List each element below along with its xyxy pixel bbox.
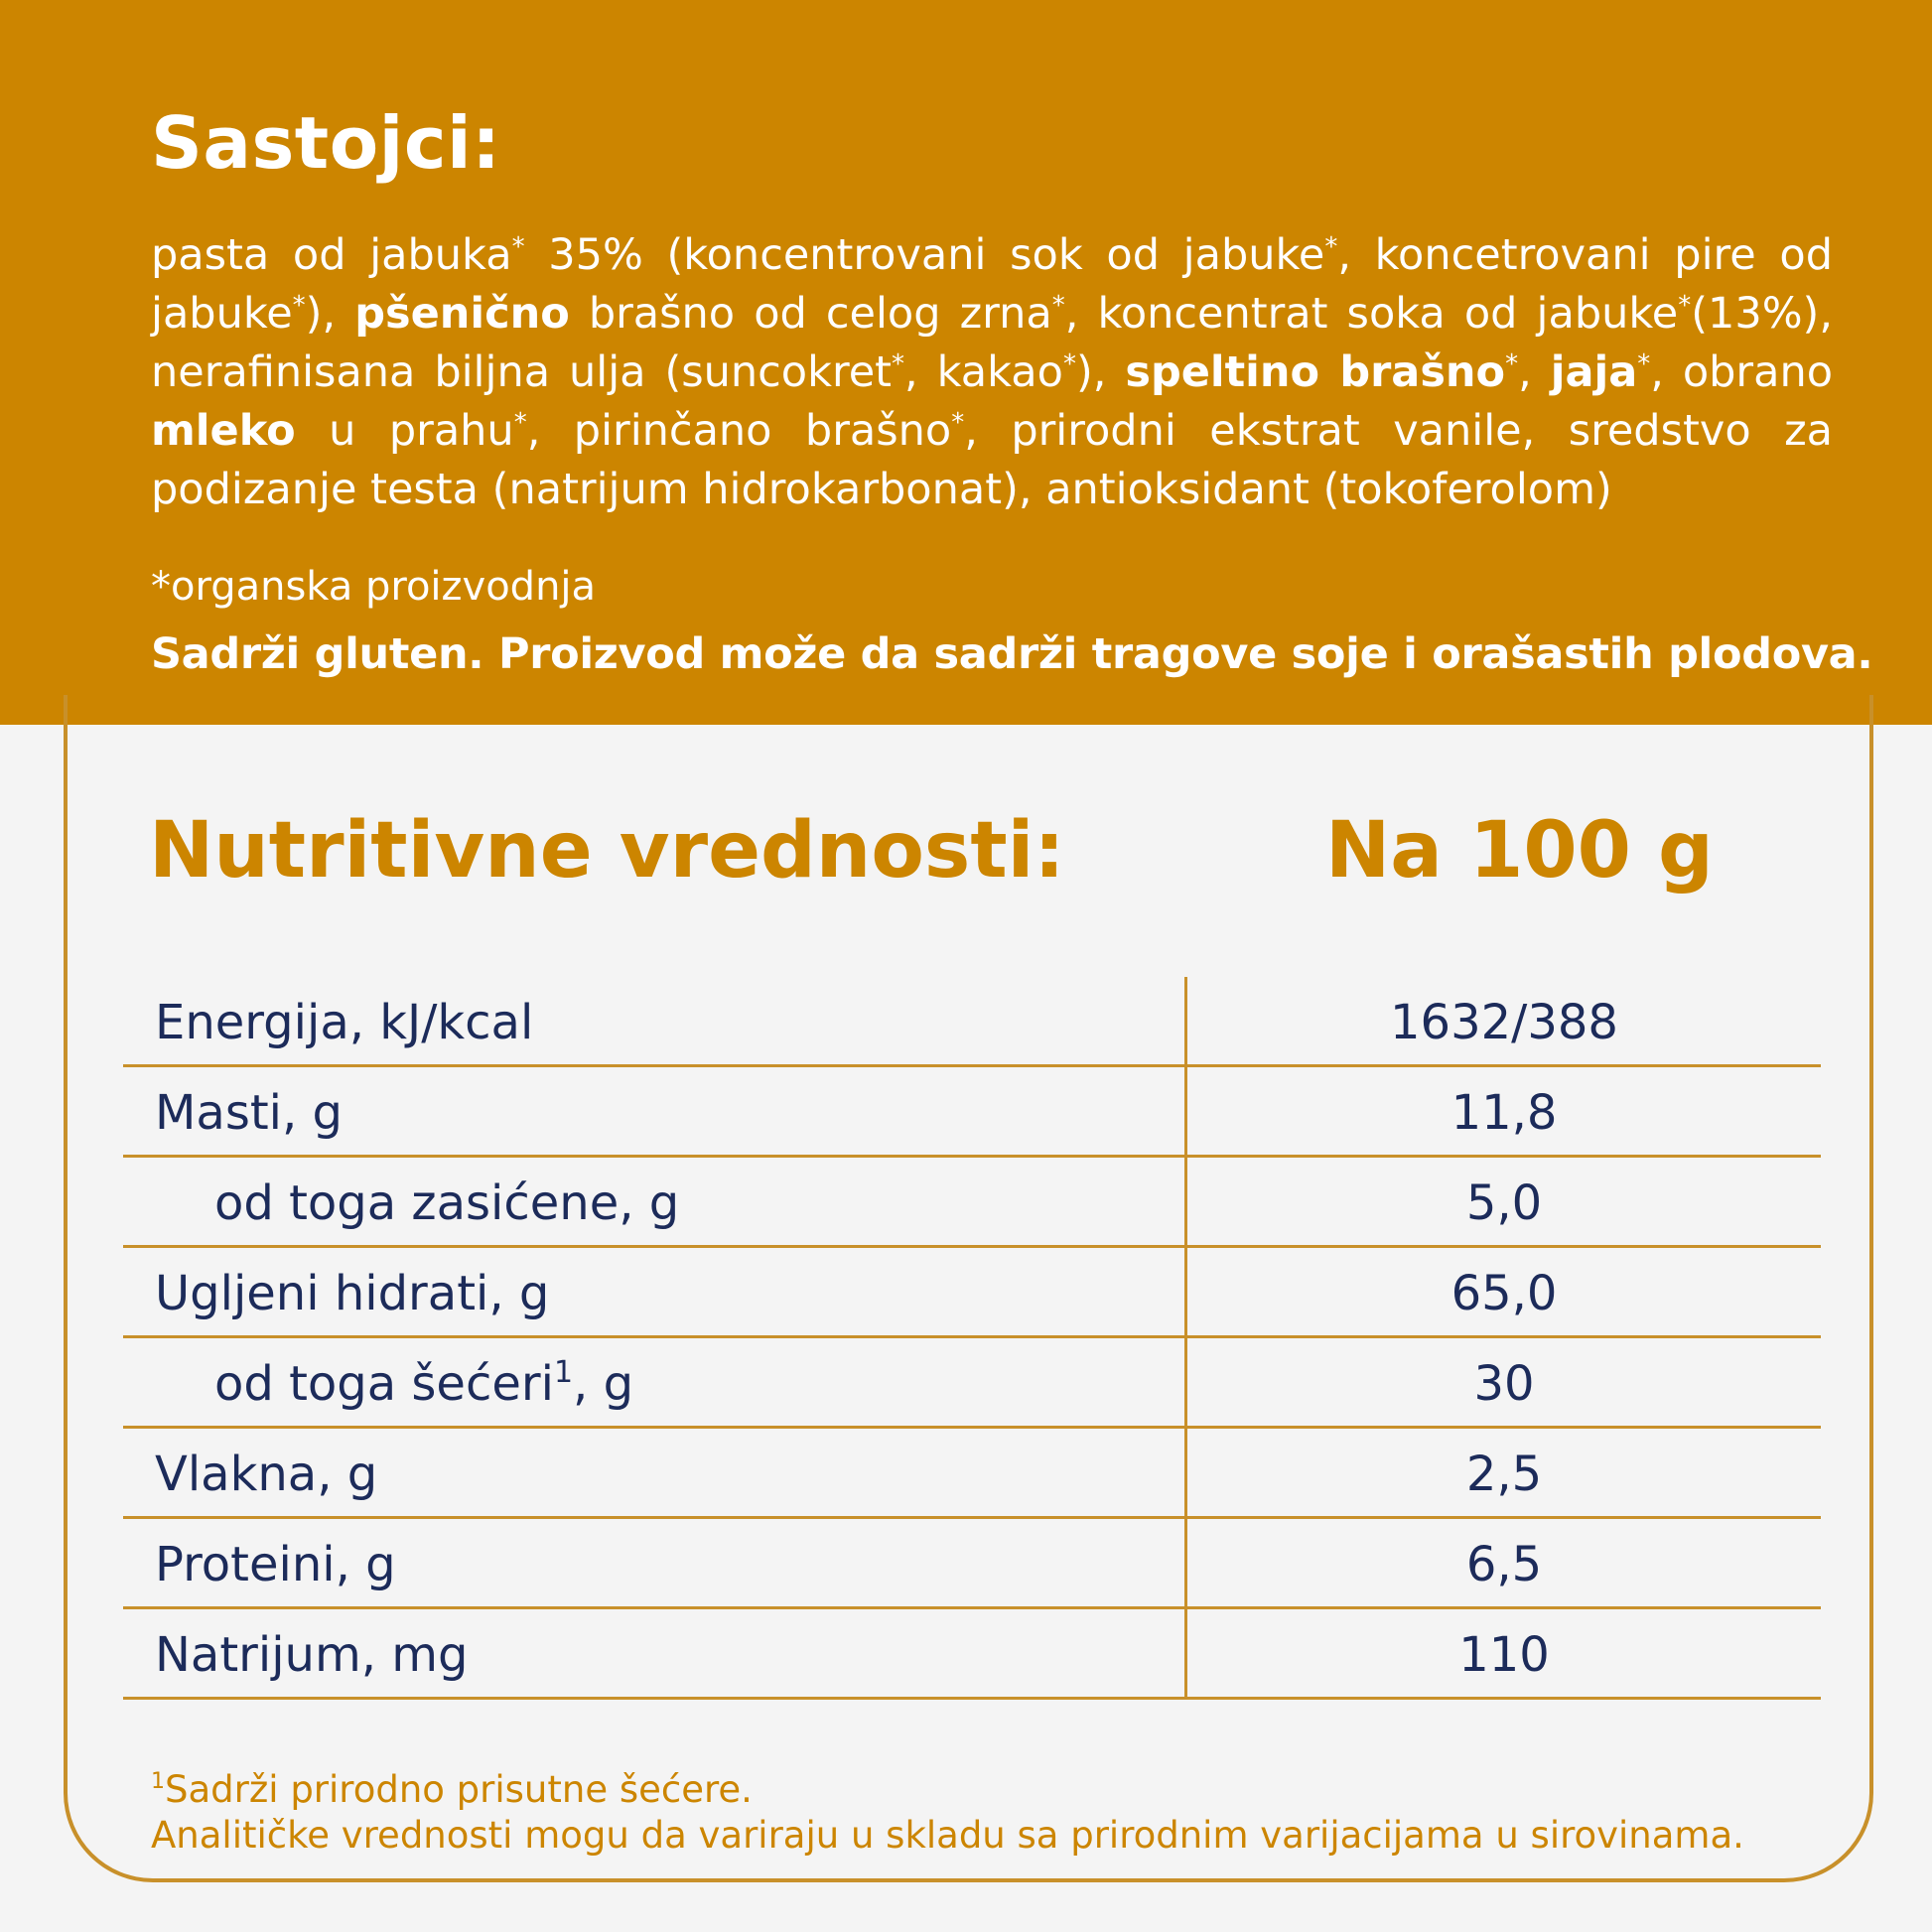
- table-row: [123, 1158, 1821, 1248]
- per-100g-heading: Na 100 g: [1325, 806, 1714, 896]
- nutrient-value: 30: [1473, 1356, 1535, 1412]
- asterisk-mark: *: [513, 408, 527, 438]
- ingredients-text: [151, 226, 1833, 519]
- nutrient-value: 65,0: [1450, 1266, 1558, 1321]
- organic-note: *organska proizvodnja: [151, 564, 597, 610]
- ingredient-text-segment: ,: [1518, 347, 1551, 397]
- ingredient-text-segment: (13%), nerafinisana biljna ulja (suncokret: [151, 289, 1833, 397]
- asterisk-mark: *: [292, 291, 306, 321]
- footnote-ref: 1: [553, 1355, 574, 1390]
- table-row: [123, 1429, 1821, 1519]
- ingredient-text-segment: , obrano: [1650, 347, 1834, 397]
- nutrient-unit: , g: [573, 1356, 634, 1412]
- allergen-note: Sadrži gluten. Proizvod može da sadrži tragove soje i orašastih plodova.: [151, 629, 1873, 679]
- nutrient-label: [155, 995, 533, 1050]
- ingredient-text-segment: , kakao: [904, 347, 1063, 397]
- disclaimer-text: Analitičke vrednosti mogu da variraju u skladu sa prirodnim varijacijama u sirovinama.: [151, 1814, 1744, 1857]
- table-row: [123, 1338, 1821, 1429]
- nutrition-title: Nutritivne vrednosti:: [149, 806, 1065, 896]
- asterisk-mark: *: [1051, 291, 1065, 321]
- ingredient-text-segment: 35% (koncentrovani sok od jabuke: [524, 230, 1325, 280]
- nutrient-label: [155, 1085, 343, 1141]
- nutrient-value: 6,5: [1465, 1537, 1543, 1592]
- nutrient-label: [155, 1537, 396, 1592]
- allergen-word: jaja: [1550, 347, 1638, 397]
- allergen-word: mleko: [151, 406, 296, 456]
- nutrient-value: 11,8: [1450, 1085, 1558, 1141]
- allergen-word: pšenično: [354, 289, 570, 339]
- nutrient-label: [214, 1175, 679, 1231]
- ingredient-text-segment: brašno od celog zrna: [569, 289, 1052, 339]
- nutrient-name: Ugljeni hidrati, g: [155, 1266, 550, 1321]
- nutrient-label: [155, 1627, 468, 1683]
- asterisk-mark: *: [892, 349, 905, 379]
- ingredient-text-segment: ),: [1075, 347, 1126, 397]
- ingredient-text-segment: u prahu: [295, 406, 514, 456]
- nutrient-label: [155, 1266, 549, 1321]
- nutrition-table: [123, 977, 1821, 1700]
- nutrient-label: [214, 1356, 633, 1412]
- ingredients-title: Sastojci:: [151, 101, 501, 185]
- nutrient-name: Natrijum, mg: [155, 1627, 469, 1683]
- nutrient-value: 1632/388: [1390, 995, 1618, 1050]
- nutrient-value: 110: [1458, 1627, 1550, 1683]
- nutrient-name: Proteini, g: [155, 1537, 396, 1592]
- nutrient-name: Masti, g: [155, 1085, 343, 1141]
- asterisk-mark: *: [1062, 349, 1076, 379]
- asterisk-mark: *: [511, 232, 525, 262]
- asterisk-mark: *: [1505, 349, 1519, 379]
- ingredient-text-segment: pasta od jabuka: [151, 230, 512, 280]
- allergen-word: speltino brašno: [1125, 347, 1506, 397]
- nutrient-value: 5,0: [1465, 1175, 1543, 1231]
- asterisk-mark: *: [1324, 232, 1338, 262]
- footnote-text: Sadrži prirodno prisutne šećere.: [165, 1768, 753, 1811]
- nutrient-label: [155, 1447, 377, 1502]
- nutrient-name: Vlakna, g: [155, 1447, 378, 1502]
- ingredients-panel: [0, 0, 1932, 725]
- footnote-mark: 1: [151, 1769, 165, 1794]
- ingredient-text-segment: , prirodni ekstrat vanile, sredstvo za podizanje testa (natrijum hidrokarbonat), antioksidant (tokoferolom): [151, 406, 1833, 514]
- nutrient-value: 2,5: [1465, 1447, 1543, 1502]
- nutrient-name: od toga šećeri: [214, 1356, 554, 1412]
- table-row: [123, 1519, 1821, 1609]
- ingredient-text-segment: , koncetrovani pire od jabuke: [151, 230, 1833, 339]
- footnotes: [151, 1767, 1744, 1859]
- asterisk-mark: *: [1678, 291, 1692, 321]
- table-row: [123, 977, 1821, 1067]
- asterisk-mark: *: [951, 408, 965, 438]
- nutrient-name: od toga zasićene, g: [214, 1175, 680, 1231]
- nutrient-name: Energija, kJ/kcal: [155, 995, 534, 1050]
- ingredient-text-segment: , pirinčano brašno: [526, 406, 952, 456]
- ingredient-text-segment: ),: [305, 289, 355, 339]
- table-row: [123, 1609, 1821, 1700]
- table-row: [123, 1248, 1821, 1338]
- ingredient-text-segment: , koncentrat soka od jabuke: [1064, 289, 1679, 339]
- table-row: [123, 1067, 1821, 1158]
- asterisk-mark: *: [1637, 349, 1651, 379]
